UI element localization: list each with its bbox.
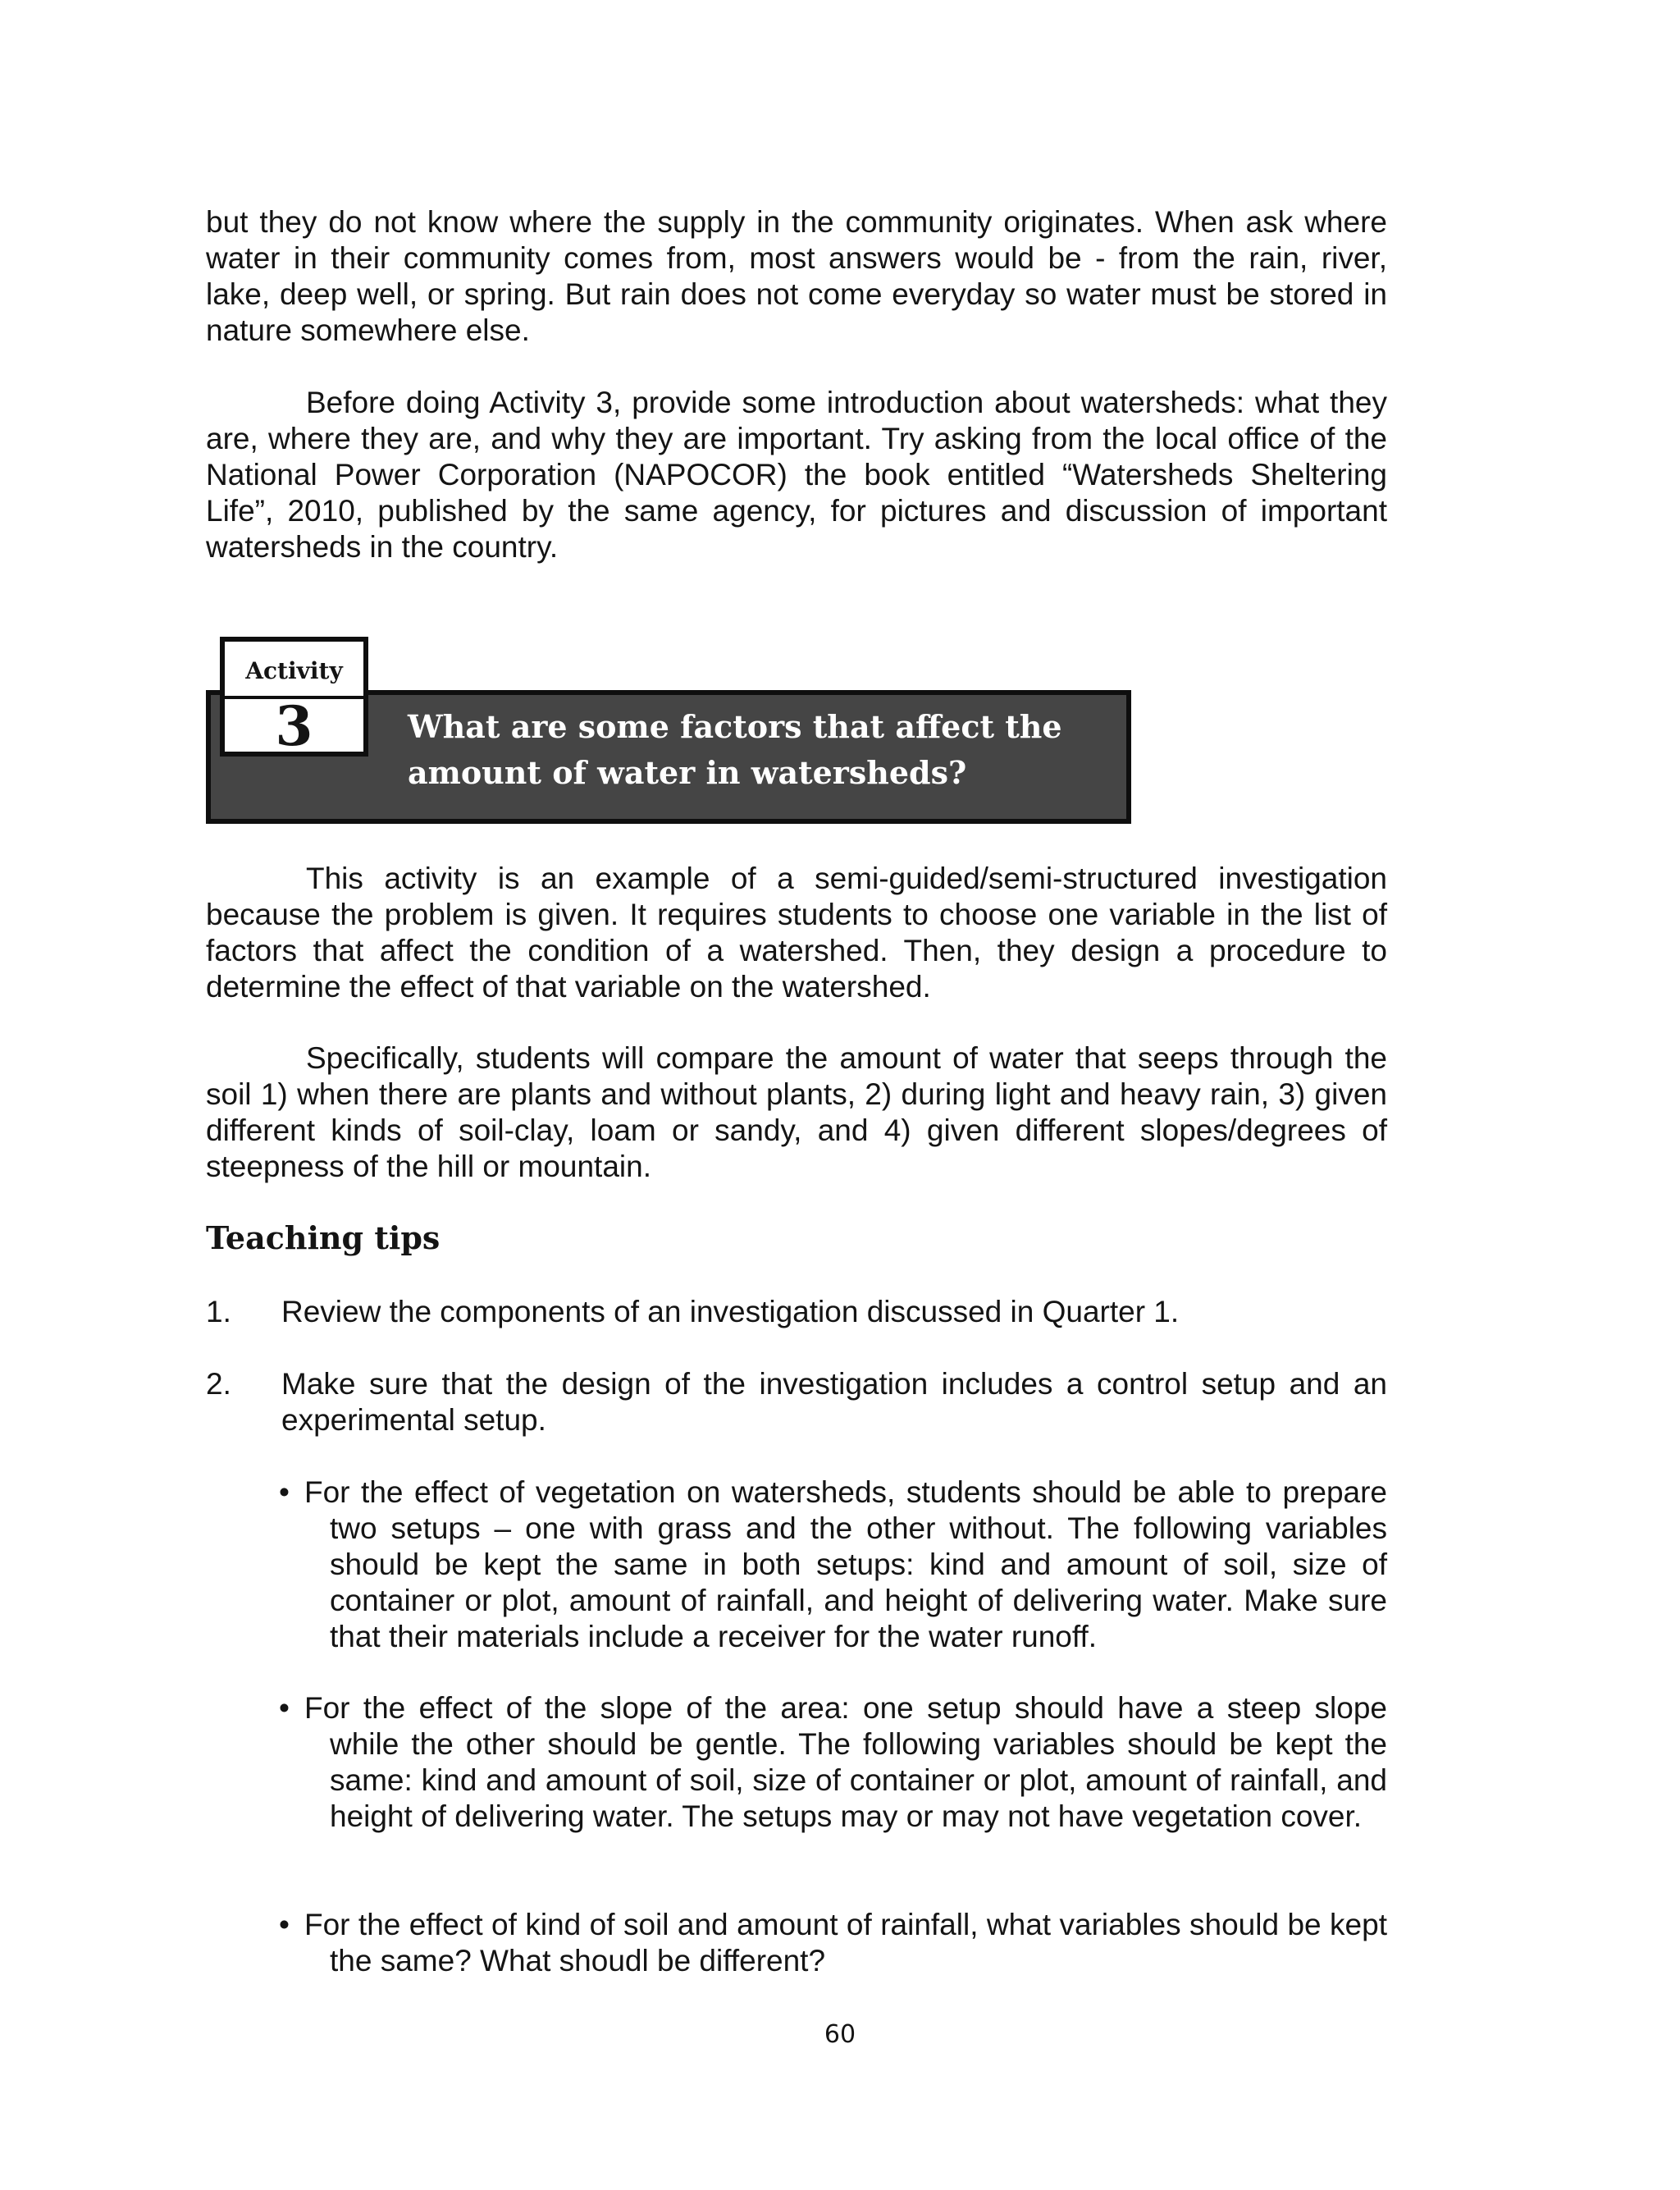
bullet-item-vegetation <box>279 1474 1387 1655</box>
item-number: 2. <box>206 1367 231 1401</box>
activity-title: What are some factors that affect the amount of water in watersheds? <box>408 708 1062 791</box>
item-text: Make sure that the design of the investigation includes a control setup and an experimental setup. <box>281 1367 1387 1437</box>
bullet-text: For the effect of kind of soil and amount of rainfall, what variables should be kept the same? What shoudl be different? <box>304 1908 1387 1977</box>
bullet-icon: • <box>279 1908 290 1941</box>
section-heading-teaching-tips: Teaching tips <box>206 1219 441 1256</box>
paragraph-activity-1: This activity is an example of a semi-guided/semi-structured investigation because the problem is given. It requires students to choose one variable in the list of factors that affect the condition of a watershed. Then, they design a procedure to determine the effect of that variable on the watershed. <box>206 862 1387 1004</box>
bullet-item-soil-rainfall <box>279 1907 1387 1979</box>
bullet-item-slope <box>279 1690 1387 1835</box>
bullet-text: For the effect of the slope of the area: one setup should have a steep slope while the other should be gentle. The following variables should be kept the same: kind and amount of soil, size of container or plot, amount of rainfall, and height of delivering water. The setups may or may not have vegetation cover. <box>304 1691 1387 1833</box>
activity-number: 3 <box>275 694 313 758</box>
intro-section <box>206 204 1387 349</box>
bullet-icon: • <box>279 1691 290 1725</box>
item-text: Review the components of an investigation discussed in Quarter 1. <box>281 1295 1180 1328</box>
activity-description <box>206 861 1387 1005</box>
item-number: 1. <box>206 1295 231 1328</box>
activity-label: Activity <box>225 650 363 699</box>
paragraph-intro-1: but they do not know where the supply in the community originates. When ask where water in their community comes from, most answers would be - from the rain, river, lake, deep well, or spring. But rain does not come everyday so water must be stored in nature somewhere else. <box>206 205 1387 347</box>
bullet-icon: • <box>279 1475 290 1509</box>
page-number: 60 <box>824 2020 856 2049</box>
paragraph-intro-2: Before doing Activity 3, provide some introduction about watersheds: what they are, where they are, and why they are important. Try asking from the local office of the National Power Corporation (NAPOCOR) the book entitled “Watersheds Sheltering Life”, 2010, published by the same agency, for pictures and discussion of important watersheds in the country. <box>206 386 1387 564</box>
paragraph-activity-2: Specifically, students will compare the amount of water that seeps through the soil 1) when there are plants and without plants, 2) during light and heavy rain, 3) given different kinds of soil-clay, loam or sandy, and 4) given different slopes/degrees of steepness of the hill or mountain. <box>206 1041 1387 1183</box>
intro-section-2 <box>206 385 1387 565</box>
activity-specifics <box>206 1040 1387 1185</box>
activity-tab <box>220 637 368 757</box>
bullet-text: For the effect of vegetation on watersheds, students should be able to prepare two setups – one with grass and the other without. The following variables should be kept the same in both setups: kind and amount of soil, size of container or plot, amount of rainfall, and height of delivering water. Make sure that their materials include a receiver for the water runoff. <box>304 1475 1387 1653</box>
